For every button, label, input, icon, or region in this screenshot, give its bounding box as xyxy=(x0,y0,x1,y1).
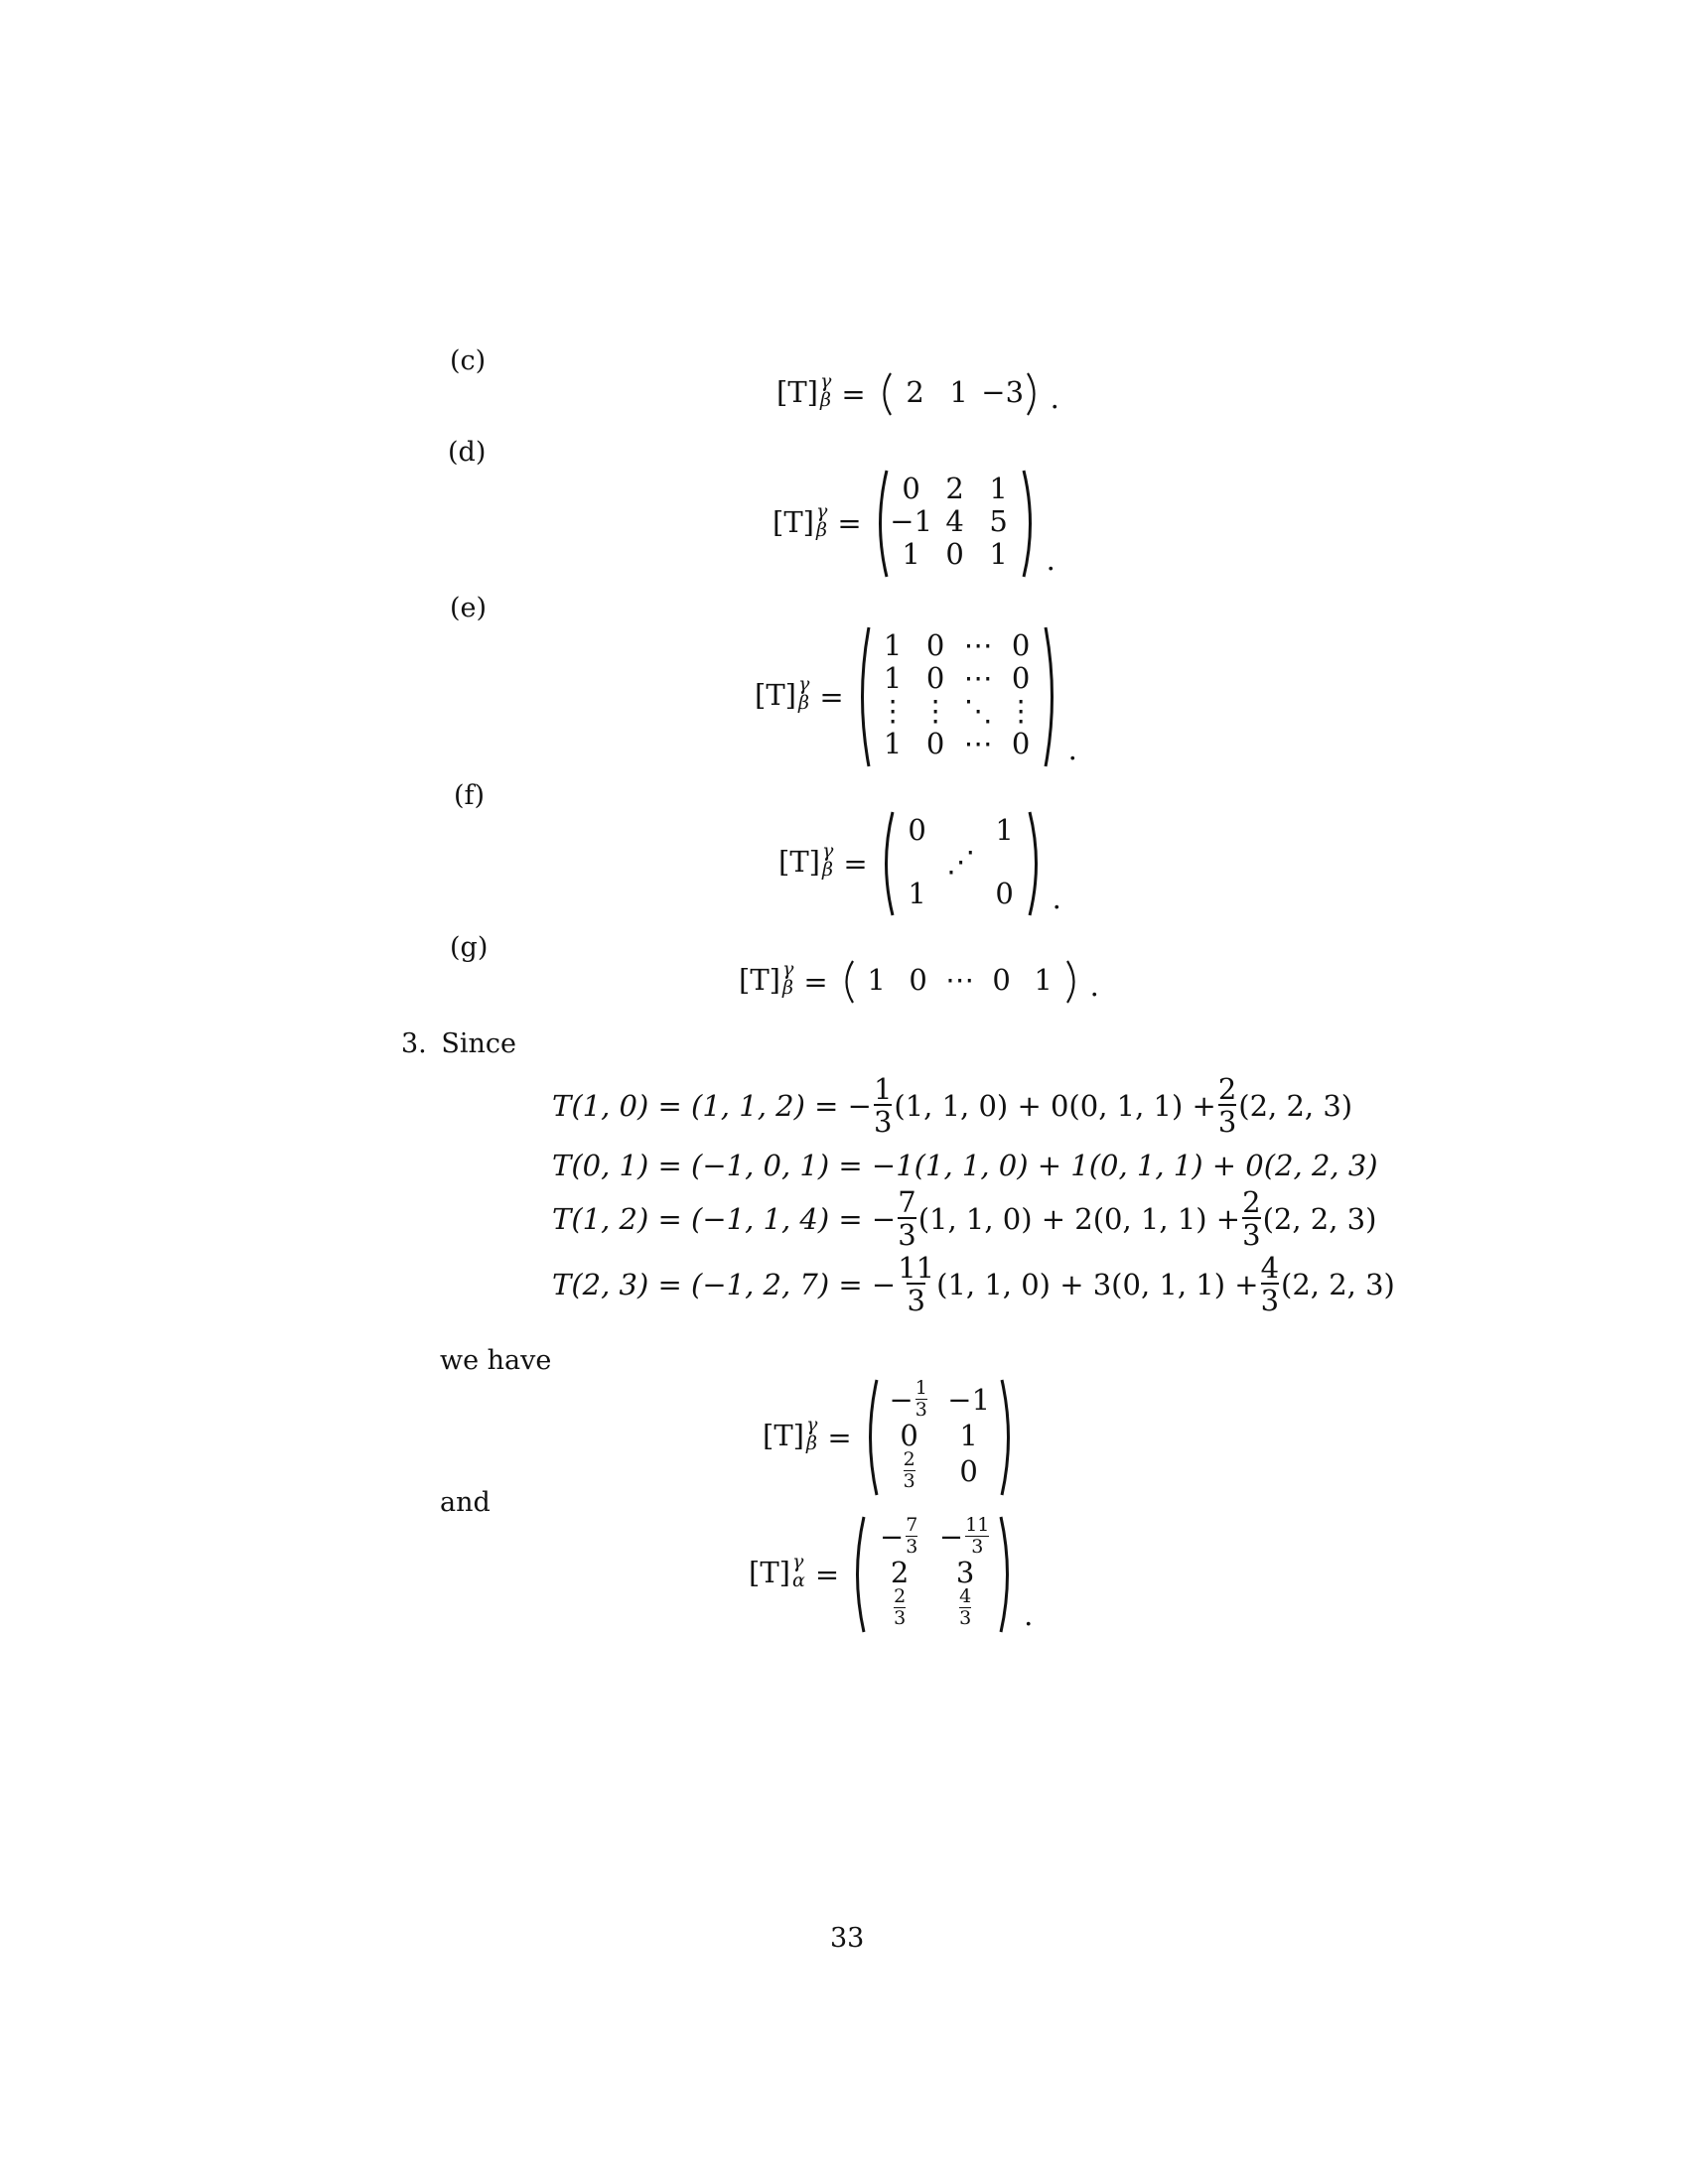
equation-row-4: T(2, 3) = (−1, 2, 7) = − $\frac{11}{3}$ (1, 1, 0) + 3(0, 1, 1) + $\frac{4}{3}$ (2, 2, 3) xyxy=(552,1251,1395,1318)
matrix-entry: 0 xyxy=(909,962,927,997)
right-paren xyxy=(1043,625,1060,768)
left-paren xyxy=(849,1515,867,1634)
fraction: $\frac{2}{3}$ xyxy=(1242,1185,1261,1253)
matrix-beta-display xyxy=(763,1378,1017,1497)
matrix-grid xyxy=(856,959,1064,1005)
matrix-entry: 3 xyxy=(955,1555,975,1589)
t-bracket: [T] xyxy=(776,375,818,409)
equation-row-1: T(1, 0) = (1, 1, 2) = − $\frac{1}{3}$ (1, 1, 0) + 0(0, 1, 1) + $\frac{2}{3}$ (2, 2, 3) xyxy=(552,1072,1353,1140)
left-paren xyxy=(876,371,894,417)
part-f-label: (f) xyxy=(454,780,486,811)
part-c-display xyxy=(776,371,1059,417)
matrix-entry xyxy=(892,1587,908,1629)
part-e-display xyxy=(755,625,1077,768)
superscript-gamma: γ xyxy=(781,958,794,980)
matrix-grid xyxy=(896,810,1027,917)
matrix-entry: 1 xyxy=(883,628,903,662)
matrix-symbol xyxy=(749,1551,805,1591)
subscript-beta: β xyxy=(819,389,831,411)
right-paren xyxy=(1064,959,1082,1005)
matrix-entry: 1 xyxy=(989,472,1008,505)
matrix-entry: ⋯ xyxy=(963,727,993,760)
matrix-entry: 0 xyxy=(945,537,964,571)
equals-sign: = xyxy=(819,679,844,714)
matrix-entry: 2 xyxy=(945,472,964,505)
matrix-f xyxy=(878,810,1045,917)
matrix-entry: 1 xyxy=(995,812,1014,847)
matrix-entry: 1 xyxy=(902,537,920,571)
fraction: $\frac{7}{3}$ xyxy=(898,1185,916,1253)
matrix-entry: ⋰ xyxy=(946,844,976,879)
matrix-grid xyxy=(890,469,1021,579)
left-paren xyxy=(872,469,890,579)
subscript-beta: β xyxy=(797,692,809,714)
t-bracket: [T] xyxy=(749,1556,790,1589)
left-paren xyxy=(862,1378,880,1497)
matrix-entry: ⋮ xyxy=(920,694,950,728)
matrix-entry: ⋮ xyxy=(1006,694,1036,728)
matrix-entry: 1 xyxy=(883,661,903,695)
superscript-gamma: γ xyxy=(821,840,834,862)
t-bracket: [T] xyxy=(763,1419,804,1452)
matrix-entry: − $\frac{7}{3}$ xyxy=(879,1514,918,1558)
equals-sign: = xyxy=(803,964,828,999)
matrix-entry: 0 xyxy=(925,661,945,695)
matrix-grid xyxy=(872,625,1043,768)
we-have-text: we have xyxy=(440,1345,552,1376)
matrix-entry: ⋱ xyxy=(963,694,993,728)
subscript-beta: β xyxy=(805,1433,817,1454)
matrix-entry: 0 xyxy=(995,876,1014,910)
matrix-symbol xyxy=(776,370,832,411)
matrix-entry: 0 xyxy=(908,812,926,847)
part-g-display xyxy=(739,959,1099,1005)
matrix-grid xyxy=(867,1515,998,1634)
period: . xyxy=(1024,1598,1034,1632)
subscript-alpha: α xyxy=(791,1570,805,1591)
t-bracket: [T] xyxy=(755,678,796,712)
superscript-gamma: γ xyxy=(791,1551,804,1572)
matrix-entry: 1 xyxy=(867,962,886,997)
matrix-entry: 0 xyxy=(902,472,920,505)
fraction: $\frac{7}{3}$ xyxy=(906,1514,918,1558)
matrix-entry: 4 xyxy=(945,504,964,538)
fraction: $\frac{2}{3}$ xyxy=(894,1585,907,1629)
matrix-g xyxy=(838,959,1082,1005)
subscript-beta: β xyxy=(821,859,833,881)
matrix-symbol xyxy=(763,1414,818,1454)
fraction: $\frac{1}{3}$ xyxy=(914,1377,927,1421)
matrix-symbol xyxy=(773,499,828,541)
and-text: and xyxy=(440,1487,491,1518)
part-f-display xyxy=(778,810,1061,917)
subscript-beta: β xyxy=(815,518,827,541)
matrix-alpha-display xyxy=(749,1515,1033,1634)
matrix-e xyxy=(854,625,1060,768)
period: . xyxy=(1046,543,1055,577)
fraction: $\frac{2}{3}$ xyxy=(903,1448,915,1492)
period: . xyxy=(1050,381,1059,415)
matrix-entry: 1 xyxy=(883,727,903,760)
matrix-entry: −3 xyxy=(981,374,1025,409)
part-d-display xyxy=(773,469,1055,579)
matrix-entry: 1 xyxy=(949,374,968,409)
matrix-entry: 2 xyxy=(890,1555,910,1589)
problem-3-heading xyxy=(401,1029,516,1059)
equals-sign: = xyxy=(827,1420,852,1454)
matrix-entry: 1 xyxy=(959,1418,978,1452)
matrix-entry xyxy=(957,1587,973,1629)
equals-sign: = xyxy=(843,846,868,881)
matrix-symbol xyxy=(755,673,810,714)
period: . xyxy=(1067,733,1077,766)
matrix-symbol xyxy=(739,958,794,999)
matrix-entry: 0 xyxy=(925,727,945,760)
right-paren xyxy=(1025,371,1043,417)
problem-intro: Since xyxy=(441,1028,516,1059)
problem-number: 3. xyxy=(401,1028,427,1059)
equation-row-3: T(1, 2) = (−1, 1, 4) = − $\frac{7}{3}$ (1, 1, 0) + 2(0, 1, 1) + $\frac{2}{3}$ (2, 2, 3) xyxy=(552,1185,1377,1253)
matrix-symbol xyxy=(778,840,834,881)
matrix-c xyxy=(876,371,1043,417)
matrix-grid xyxy=(880,1378,999,1497)
matrix-entry: 1 xyxy=(908,876,926,910)
fraction: $\frac{2}{3}$ xyxy=(1217,1072,1237,1140)
right-paren xyxy=(998,1515,1016,1634)
matrix-entry: 0 xyxy=(992,962,1011,997)
matrix-alpha xyxy=(849,1515,1016,1634)
matrix-entry: 0 xyxy=(1011,661,1031,695)
superscript-gamma: γ xyxy=(815,499,828,522)
matrix-entry xyxy=(902,1450,917,1492)
fraction: $\frac{11}{3}$ xyxy=(965,1514,990,1558)
superscript-gamma: γ xyxy=(819,370,832,392)
left-paren xyxy=(878,810,896,917)
fraction: $\frac{11}{3}$ xyxy=(898,1251,935,1318)
fraction: $\frac{1}{3}$ xyxy=(873,1072,893,1140)
matrix-entry: 0 xyxy=(959,1453,978,1488)
right-paren xyxy=(999,1378,1017,1497)
right-paren xyxy=(1027,810,1045,917)
superscript-gamma: γ xyxy=(805,1414,818,1435)
part-d-label: (d) xyxy=(448,437,487,468)
matrix-entry: ⋯ xyxy=(945,962,975,997)
matrix-entry: − $\frac{1}{3}$ xyxy=(889,1377,927,1421)
matrix-entry: −1 xyxy=(890,504,933,538)
right-paren xyxy=(1021,469,1039,579)
matrix-d xyxy=(872,469,1039,579)
period: . xyxy=(1052,882,1061,915)
fraction: $\frac{4}{3}$ xyxy=(1260,1251,1280,1318)
matrix-entry: 0 xyxy=(1011,628,1031,662)
part-e-label: (e) xyxy=(450,593,488,623)
t-bracket: [T] xyxy=(739,963,780,997)
matrix-entry: ⋮ xyxy=(878,694,908,728)
part-g-label: (g) xyxy=(450,932,489,963)
period: . xyxy=(1089,969,1099,1003)
subscript-beta: β xyxy=(781,977,793,999)
matrix-entry: 0 xyxy=(1011,727,1031,760)
matrix-entry: ⋯ xyxy=(963,661,993,695)
matrix-entry: 1 xyxy=(989,537,1008,571)
equals-sign: = xyxy=(841,376,866,411)
matrix-entry: 1 xyxy=(1034,962,1053,997)
matrix-grid xyxy=(894,371,1025,417)
matrix-entry: − $\frac{11}{3}$ xyxy=(938,1514,990,1558)
matrix-entry: 2 xyxy=(906,374,924,409)
matrix-entry: ⋯ xyxy=(963,628,993,662)
matrix-entry: 5 xyxy=(989,504,1008,538)
t-bracket: [T] xyxy=(778,845,820,879)
t-bracket: [T] xyxy=(773,504,814,539)
page-number: 33 xyxy=(830,1923,865,1954)
left-paren xyxy=(838,959,856,1005)
part-c-label: (c) xyxy=(450,345,487,376)
equation-row-2: T(0, 1) = (−1, 0, 1) = −1(1, 1, 0) + 1(0, 1, 1) + 0(2, 2, 3) xyxy=(552,1149,1378,1182)
left-paren xyxy=(854,625,872,768)
superscript-gamma: γ xyxy=(797,673,810,695)
equals-sign: = xyxy=(814,1557,840,1591)
fraction: $\frac{4}{3}$ xyxy=(959,1585,972,1629)
matrix-entry: 0 xyxy=(925,628,945,662)
matrix-beta xyxy=(862,1378,1017,1497)
equals-sign: = xyxy=(837,506,862,540)
matrix-entry: 0 xyxy=(900,1418,918,1452)
matrix-entry: −1 xyxy=(947,1382,991,1417)
